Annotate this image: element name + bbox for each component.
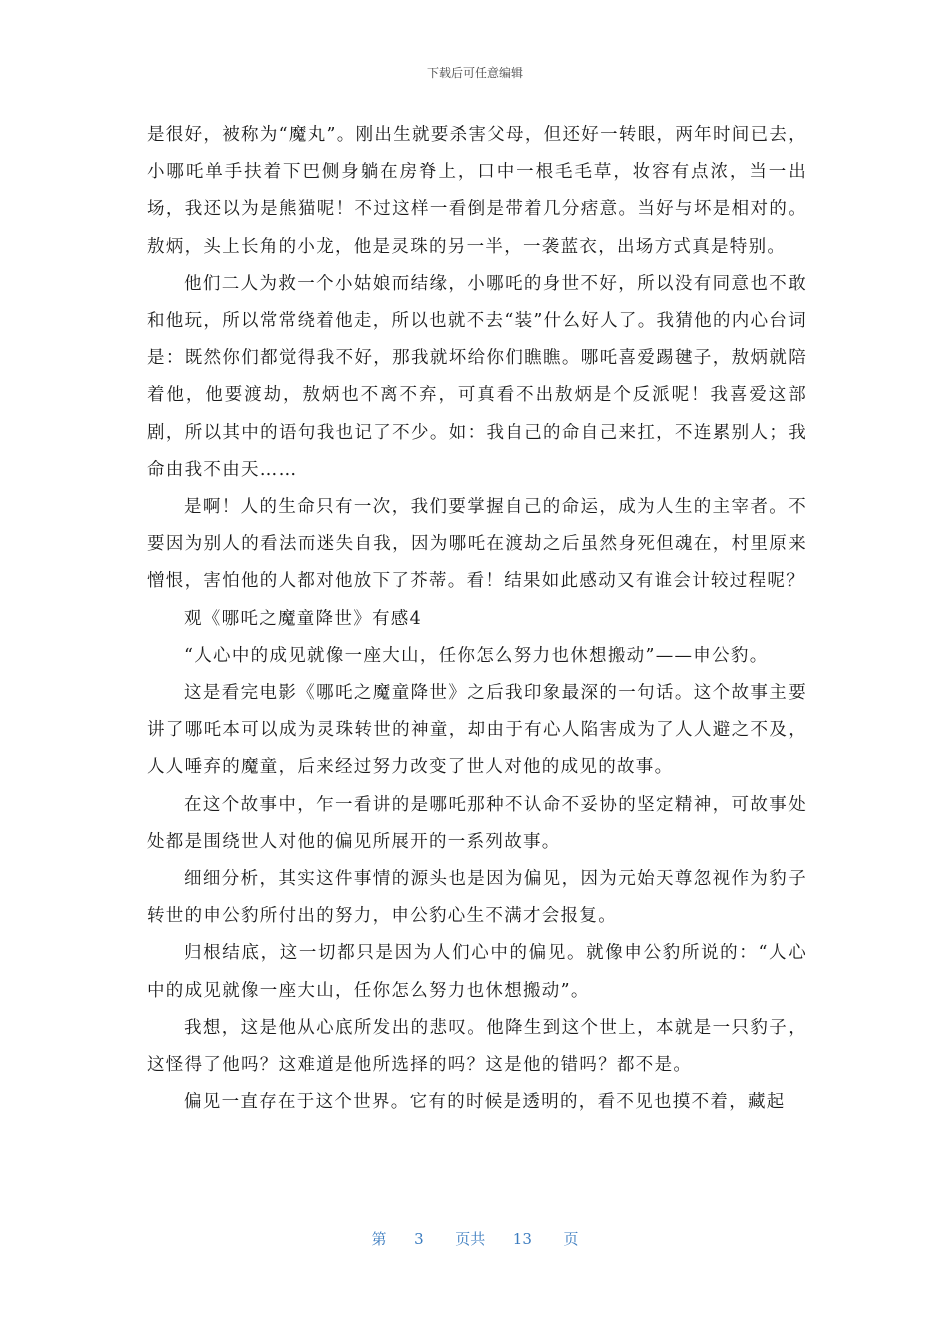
footer-page-word: 页共 bbox=[455, 1230, 486, 1248]
footer-page-number: 3 bbox=[414, 1230, 424, 1248]
paragraph: 我想，这是他从心底所发出的悲叹。他降生到这个世上，本就是一只豹子，这怪得了他吗？这难道是他所选择的吗？这是他的错吗？都不是。 bbox=[147, 1017, 807, 1076]
quote-paragraph: “人心中的成见就像一座大山，任你怎么努力也休想搬动”——申公豹。 bbox=[184, 645, 769, 666]
paragraph: 在这个故事中，乍一看讲的是哪吒那种不认命不妥协的坚定精神，可故事处处都是围绕世人对他的偏见所展开的一系列故事。 bbox=[147, 794, 807, 852]
footer-total-word: 页 bbox=[563, 1230, 579, 1248]
page-footer bbox=[0, 1228, 950, 1249]
paragraph: 是很好，被称为“魔丸”。刚出生就要杀害父母，但还好一转眼，两年时间已去，小哪吒单手扶着下巴侧身躺在房脊上，口中一根毛毛草，妆容有点浓，当一出场，我还以为是熊猫呢！不过这样一看倒是带着几分痞意。当好与坏是相对的。敖炳，头上长角的小龙，他是灵珠的另一半，一袭蓝衣，出场方式真是特别。 bbox=[147, 125, 807, 257]
paragraph: 归根结底，这一切都只是因为人们心中的偏见。就像申公豹所说的：“人心中的成见就像一座大山，任你怎么努力也休想搬动”。 bbox=[147, 943, 807, 1001]
paragraph: 他们二人为救一个小姑娘而结缘，小哪吒的身世不好，所以没有同意也不敢和他玩，所以常常绕着他走，所以也就不去“装”什么好人了。我猜他的内心台词是：既然你们都觉得我不好，那我就坏给你们瞧瞧。哪吒喜爱踢毽子，敖炳就陪着他，他要渡劫，敖炳也不离不弃，可真看不出敖炳是个反派呢！我喜爱这部剧，所以其中的语句我也记了不少。如：我自己的命自己来扛，不连累别人；我命由我不由天…… bbox=[147, 273, 807, 480]
paragraph: 这是看完电影《哪吒之魔童降世》之后我印象最深的一句话。这个故事主要讲了哪吒本可以成为灵珠转世的神童，却由于有心人陷害成为了人人避之不及，人人唾弃的魔童，后来经过努力改变了世人对他的成见的故事。 bbox=[147, 683, 807, 778]
document-body bbox=[147, 117, 807, 1121]
page-header: 下载后可任意编辑 bbox=[426, 66, 523, 80]
footer-page-label: 第 bbox=[371, 1230, 387, 1248]
paragraph: 细细分析，其实这件事情的源头也是因为偏见，因为元始天尊忽视作为豹子转世的申公豹所付出的努力，申公豹心生不满才会报复。 bbox=[147, 869, 807, 927]
footer-total-pages: 13 bbox=[512, 1230, 532, 1248]
paragraph: 是啊！人的生命只有一次，我们要掌握自己的命运，成为人生的主宰者。不要因为别人的看法而迷失自我，因为哪吒在渡劫之后虽然身死但魂在，村里原来憎恨，害怕他的人都对他放下了芥蒂。看！结果如此感动又有谁会计较过程呢？ bbox=[147, 497, 807, 592]
section-heading: 观《哪吒之魔童降世》有感4 bbox=[184, 608, 423, 629]
paragraph: 偏见一直存在于这个世界。它有的时候是透明的，看不见也摸不着，藏起 bbox=[184, 1092, 786, 1113]
